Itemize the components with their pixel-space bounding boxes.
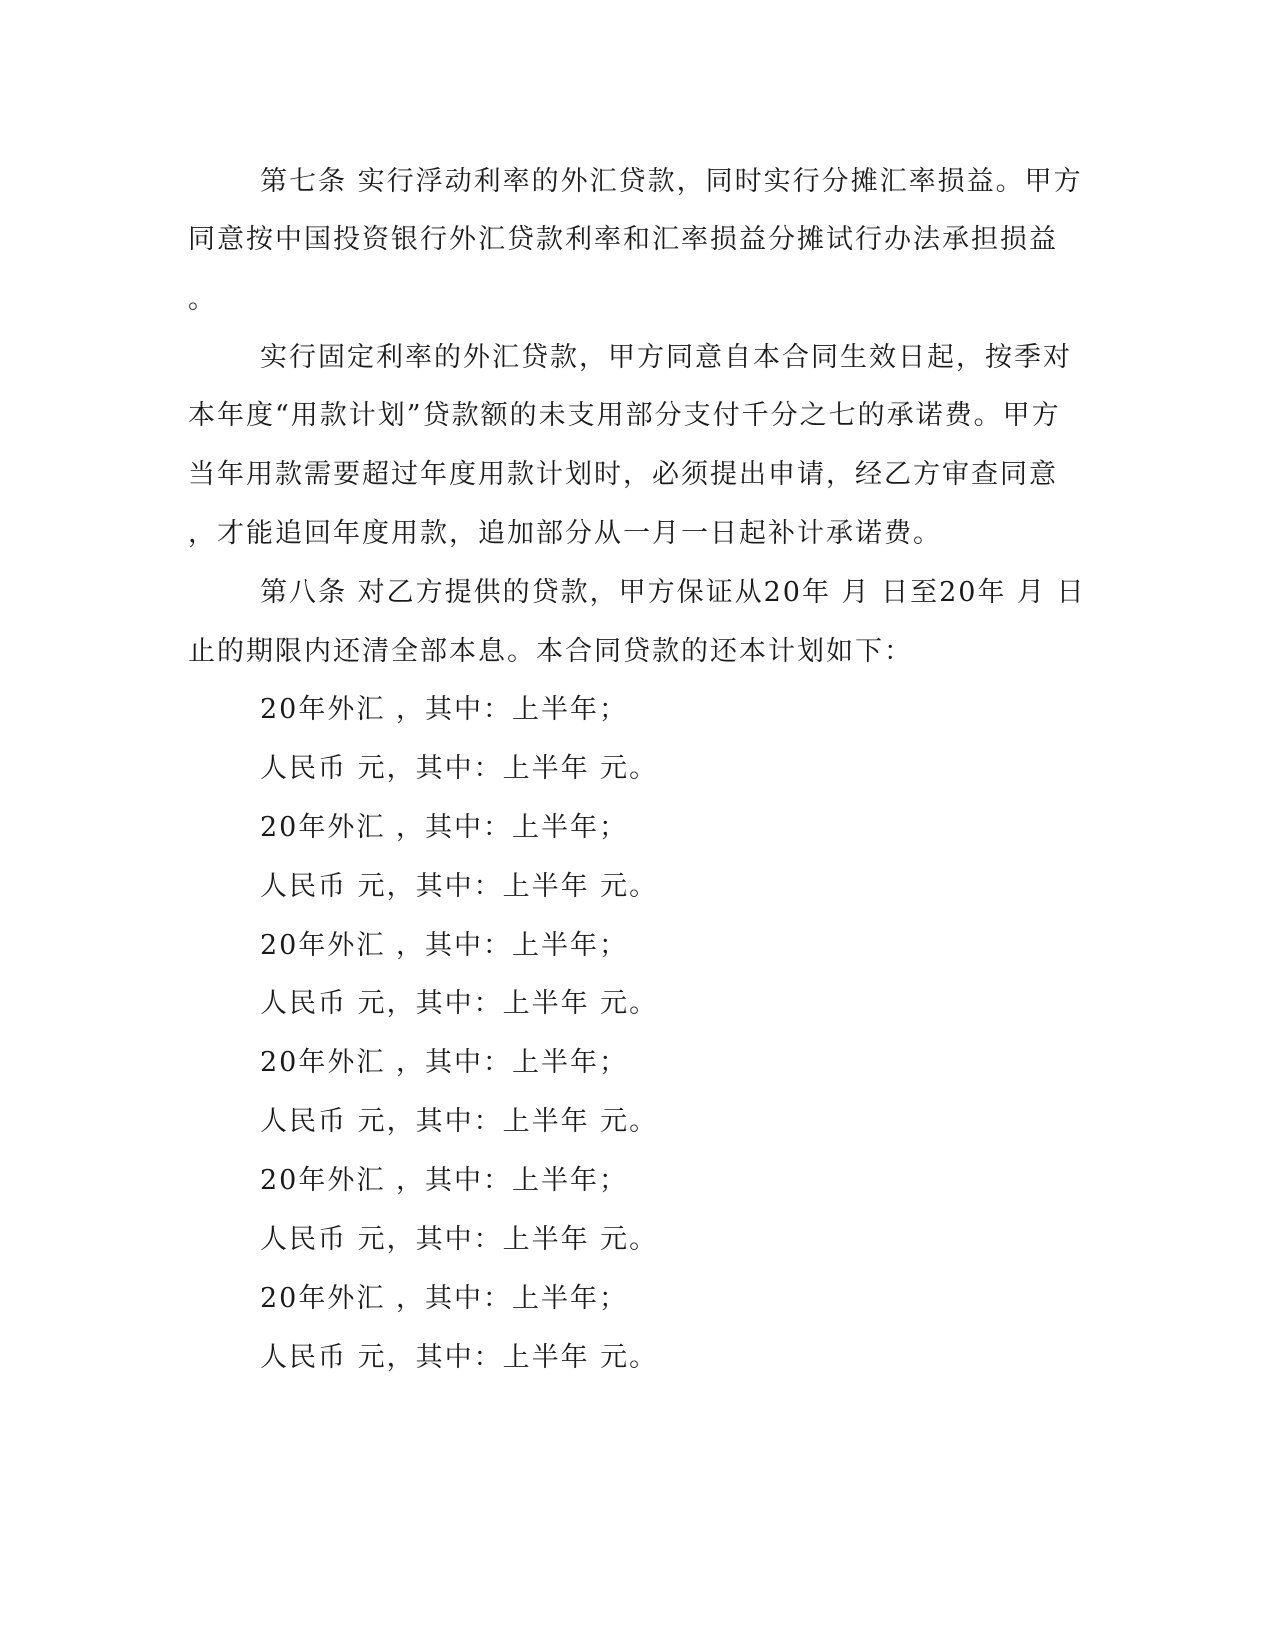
repayment-rmb-line: 人民币 元，其中：上半年 元。 bbox=[260, 988, 659, 1019]
fixed-rate-line-4: ，才能追回年度用款，追加部分从一月一日起补计承诺费。 bbox=[188, 518, 942, 549]
article-7-line-1: 第七条 实行浮动利率的外汇贷款，同时实行分摊汇率损益。甲方 bbox=[260, 166, 1083, 197]
repayment-forex-line: 20年外汇 ，其中：上半年； bbox=[260, 930, 628, 961]
article-8-line-2: 止的期限内还清全部本息。本合同贷款的还本计划如下： bbox=[188, 636, 913, 667]
article-7-line-2: 同意按中国投资银行外汇贷款利率和汇率损益分摊试行办法承担损益 bbox=[188, 224, 1058, 255]
fixed-rate-line-1: 实行固定利率的外汇贷款，甲方同意自本合同生效日起，按季对 bbox=[260, 342, 1072, 373]
repayment-forex-line: 20年外汇 ，其中：上半年； bbox=[260, 694, 628, 725]
fixed-rate-line-2: 本年度“用款计划”贷款额的未支用部分支付千分之七的承诺费。甲方 bbox=[188, 400, 1061, 431]
article-7-line-3: 。 bbox=[188, 284, 217, 315]
repayment-rmb-line: 人民币 元，其中：上半年 元。 bbox=[260, 753, 659, 784]
repayment-forex-line: 20年外汇 ，其中：上半年； bbox=[260, 1165, 628, 1196]
repayment-forex-line: 20年外汇 ，其中：上半年； bbox=[260, 1047, 628, 1078]
repayment-forex-line: 20年外汇 ，其中：上半年； bbox=[260, 812, 628, 843]
repayment-forex-line: 20年外汇 ，其中：上半年； bbox=[260, 1283, 628, 1314]
repayment-rmb-line: 人民币 元，其中：上半年 元。 bbox=[260, 1224, 659, 1255]
article-8-line-1: 第八条 对乙方提供的贷款，甲方保证从20年 月 日至20年 月 日 bbox=[260, 577, 1086, 608]
fixed-rate-line-3: 当年用款需要超过年度用款计划时，必须提出申请，经乙方审查同意 bbox=[188, 459, 1058, 490]
repayment-rmb-line: 人民币 元，其中：上半年 元。 bbox=[260, 871, 659, 902]
repayment-rmb-line: 人民币 元，其中：上半年 元。 bbox=[260, 1106, 659, 1137]
repayment-rmb-line: 人民币 元，其中：上半年 元。 bbox=[260, 1342, 659, 1373]
